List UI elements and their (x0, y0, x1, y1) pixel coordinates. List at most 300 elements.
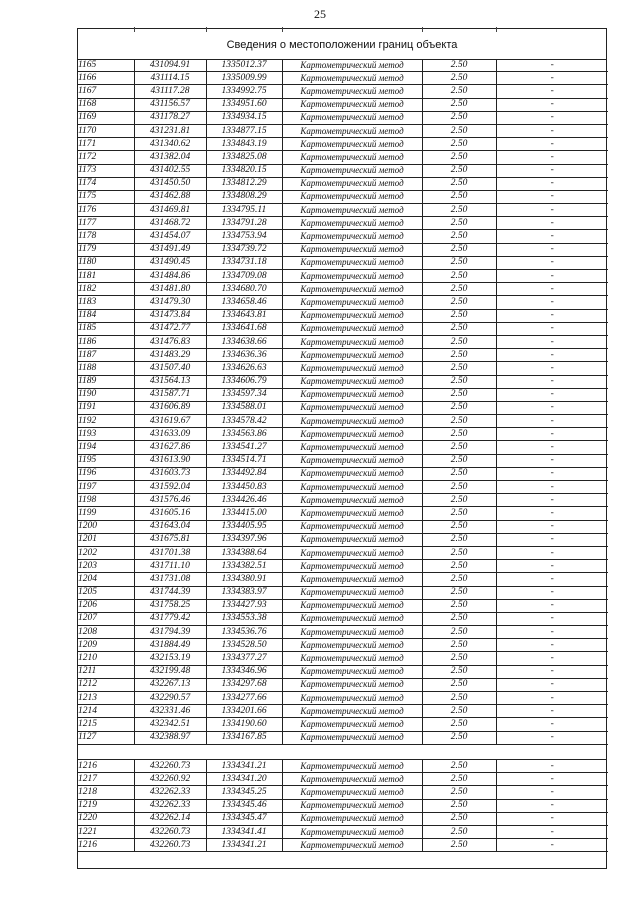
description-cell: - (496, 72, 608, 85)
accuracy-cell: 2.50 (422, 718, 496, 731)
description-cell: - (496, 599, 608, 612)
description-cell: - (496, 639, 608, 652)
description-cell: - (496, 190, 608, 203)
description-cell: - (496, 546, 608, 559)
method-cell: Картометрический метод (282, 812, 422, 825)
x-coordinate-cell: 431592.04 (134, 481, 206, 494)
y-coordinate-cell: 1335009.99 (206, 72, 282, 85)
description-cell: - (496, 256, 608, 269)
accuracy-cell: 2.50 (422, 309, 496, 322)
point-number-cell: 1218 (78, 786, 134, 799)
point-number-cell: 1179 (78, 243, 134, 256)
y-coordinate-cell: 1334553.38 (206, 612, 282, 625)
x-coordinate-cell: 431402.55 (134, 164, 206, 177)
description-cell: - (496, 375, 608, 388)
description-cell: - (496, 415, 608, 428)
method-cell: Картометрический метод (282, 204, 422, 217)
point-number-cell: 1196 (78, 467, 134, 480)
y-coordinate-cell: 1334380.91 (206, 573, 282, 586)
table-row (78, 718, 608, 731)
accuracy-cell: 2.50 (422, 573, 496, 586)
table-row (78, 467, 608, 480)
description-cell: - (496, 573, 608, 586)
point-number-cell: 1204 (78, 573, 134, 586)
table-row (78, 138, 608, 151)
y-coordinate-cell: 1334709.08 (206, 270, 282, 283)
coordinates-table-block-2 (78, 760, 608, 852)
x-coordinate-cell: 431564.13 (134, 375, 206, 388)
y-coordinate-cell: 1334167.85 (206, 731, 282, 744)
y-coordinate-cell: 1334341.20 (206, 773, 282, 786)
point-number-cell: 1175 (78, 190, 134, 203)
x-coordinate-cell: 431643.04 (134, 520, 206, 533)
accuracy-cell: 2.50 (422, 626, 496, 639)
x-coordinate-cell: 431758.25 (134, 599, 206, 612)
y-coordinate-cell: 1334680.70 (206, 283, 282, 296)
table-row (78, 839, 608, 852)
point-number-cell: 1206 (78, 599, 134, 612)
accuracy-cell: 2.50 (422, 164, 496, 177)
method-cell: Картометрический метод (282, 243, 422, 256)
y-coordinate-cell: 1334812.29 (206, 177, 282, 190)
x-coordinate-cell: 431627.86 (134, 441, 206, 454)
accuracy-cell: 2.50 (422, 59, 496, 72)
description-cell: - (496, 839, 608, 852)
method-cell: Картометрический метод (282, 362, 422, 375)
y-coordinate-cell: 1334877.15 (206, 124, 282, 137)
method-cell: Картометрический метод (282, 494, 422, 507)
y-coordinate-cell: 1334190.60 (206, 718, 282, 731)
x-coordinate-cell: 431587.71 (134, 388, 206, 401)
accuracy-cell: 2.50 (422, 678, 496, 691)
description-cell: - (496, 812, 608, 825)
description-cell: - (496, 217, 608, 230)
method-cell: Картометрический метод (282, 520, 422, 533)
method-cell: Картометрический метод (282, 283, 422, 296)
accuracy-cell: 2.50 (422, 467, 496, 480)
accuracy-cell: 2.50 (422, 612, 496, 625)
point-number-cell: 1202 (78, 546, 134, 559)
method-cell: Картометрический метод (282, 731, 422, 744)
y-coordinate-cell: 1334825.08 (206, 151, 282, 164)
accuracy-cell: 2.50 (422, 190, 496, 203)
x-coordinate-cell: 431603.73 (134, 467, 206, 480)
section-title: Сведения о местоположении границ объекта (78, 29, 606, 60)
point-number-cell: 1194 (78, 441, 134, 454)
y-coordinate-cell: 1334578.42 (206, 415, 282, 428)
description-cell: - (496, 138, 608, 151)
description-cell: - (496, 335, 608, 348)
description-cell: - (496, 388, 608, 401)
point-number-cell: 1173 (78, 164, 134, 177)
x-coordinate-cell: 432260.92 (134, 773, 206, 786)
table-row (78, 401, 608, 414)
description-cell: - (496, 786, 608, 799)
y-coordinate-cell: 1335012.37 (206, 59, 282, 72)
y-coordinate-cell: 1334277.66 (206, 692, 282, 705)
x-coordinate-cell: 431711.10 (134, 560, 206, 573)
method-cell: Картометрический метод (282, 415, 422, 428)
accuracy-cell: 2.50 (422, 560, 496, 573)
accuracy-cell: 2.50 (422, 230, 496, 243)
table-row (78, 812, 608, 825)
accuracy-cell: 2.50 (422, 177, 496, 190)
method-cell: Картометрический метод (282, 151, 422, 164)
x-coordinate-cell: 431340.62 (134, 138, 206, 151)
description-cell: - (496, 243, 608, 256)
method-cell: Картометрический метод (282, 441, 422, 454)
y-coordinate-cell: 1334345.47 (206, 812, 282, 825)
method-cell: Картометрический метод (282, 375, 422, 388)
x-coordinate-cell: 431114.15 (134, 72, 206, 85)
y-coordinate-cell: 1334820.15 (206, 164, 282, 177)
y-coordinate-cell: 1334341.21 (206, 839, 282, 852)
point-number-cell: 1214 (78, 705, 134, 718)
table-row (78, 626, 608, 639)
y-coordinate-cell: 1334626.63 (206, 362, 282, 375)
description-cell: - (496, 59, 608, 72)
method-cell: Картометрический метод (282, 760, 422, 773)
x-coordinate-cell: 432199.48 (134, 665, 206, 678)
description-cell: - (496, 731, 608, 744)
point-number-cell: 1200 (78, 520, 134, 533)
method-cell: Картометрический метод (282, 626, 422, 639)
x-coordinate-cell: 431675.81 (134, 533, 206, 546)
table-row (78, 151, 608, 164)
description-cell: - (496, 718, 608, 731)
point-number-cell: 1221 (78, 825, 134, 838)
table-row (78, 217, 608, 230)
table-row (78, 270, 608, 283)
method-cell: Картометрический метод (282, 98, 422, 111)
accuracy-cell: 2.50 (422, 283, 496, 296)
point-number-cell: 1167 (78, 85, 134, 98)
y-coordinate-cell: 1334791.28 (206, 217, 282, 230)
table-row (78, 599, 608, 612)
accuracy-cell: 2.50 (422, 256, 496, 269)
x-coordinate-cell: 432260.73 (134, 825, 206, 838)
y-coordinate-cell: 1334843.19 (206, 138, 282, 151)
description-cell: - (496, 270, 608, 283)
table-row (78, 731, 608, 744)
x-coordinate-cell: 431481.80 (134, 283, 206, 296)
accuracy-cell: 2.50 (422, 375, 496, 388)
point-number-cell: 1209 (78, 639, 134, 652)
table-row (78, 322, 608, 335)
method-cell: Картометрический метод (282, 124, 422, 137)
point-number-cell: 1127 (78, 731, 134, 744)
spacer-row (78, 745, 606, 760)
method-cell: Картометрический метод (282, 773, 422, 786)
point-number-cell: 1178 (78, 230, 134, 243)
x-coordinate-cell: 431779.42 (134, 612, 206, 625)
table-row (78, 124, 608, 137)
x-coordinate-cell: 431491.49 (134, 243, 206, 256)
point-number-cell: 1201 (78, 533, 134, 546)
x-coordinate-cell: 431479.30 (134, 296, 206, 309)
accuracy-cell: 2.50 (422, 217, 496, 230)
table-row (78, 678, 608, 691)
x-coordinate-cell: 432262.14 (134, 812, 206, 825)
y-coordinate-cell: 1334405.95 (206, 520, 282, 533)
table-row (78, 243, 608, 256)
method-cell: Картометрический метод (282, 652, 422, 665)
x-coordinate-cell: 432260.73 (134, 839, 206, 852)
point-number-cell: 1166 (78, 72, 134, 85)
point-number-cell: 1185 (78, 322, 134, 335)
y-coordinate-cell: 1334992.75 (206, 85, 282, 98)
description-cell: - (496, 586, 608, 599)
table-row (78, 799, 608, 812)
accuracy-cell: 2.50 (422, 296, 496, 309)
table-row (78, 494, 608, 507)
method-cell: Картометрический метод (282, 612, 422, 625)
accuracy-cell: 2.50 (422, 652, 496, 665)
y-coordinate-cell: 1334427.93 (206, 599, 282, 612)
accuracy-cell: 2.50 (422, 825, 496, 838)
description-cell: - (496, 454, 608, 467)
accuracy-cell: 2.50 (422, 388, 496, 401)
x-coordinate-cell: 431382.04 (134, 151, 206, 164)
method-cell: Картометрический метод (282, 507, 422, 520)
x-coordinate-cell: 431619.67 (134, 415, 206, 428)
method-cell: Картометрический метод (282, 799, 422, 812)
point-number-cell: 1191 (78, 401, 134, 414)
point-number-cell: 1210 (78, 652, 134, 665)
description-cell: - (496, 467, 608, 480)
table-row (78, 85, 608, 98)
accuracy-cell: 2.50 (422, 111, 496, 124)
point-number-cell: 1208 (78, 626, 134, 639)
table-row (78, 639, 608, 652)
method-cell: Картометрический метод (282, 230, 422, 243)
y-coordinate-cell: 1334536.76 (206, 626, 282, 639)
point-number-cell: 1212 (78, 678, 134, 691)
accuracy-cell: 2.50 (422, 786, 496, 799)
accuracy-cell: 2.50 (422, 72, 496, 85)
point-number-cell: 1207 (78, 612, 134, 625)
description-cell: - (496, 283, 608, 296)
y-coordinate-cell: 1334377.27 (206, 652, 282, 665)
method-cell: Картометрический метод (282, 599, 422, 612)
point-number-cell: 1172 (78, 151, 134, 164)
accuracy-cell: 2.50 (422, 441, 496, 454)
accuracy-cell: 2.50 (422, 204, 496, 217)
method-cell: Картометрический метод (282, 349, 422, 362)
accuracy-cell: 2.50 (422, 243, 496, 256)
point-number-cell: 1216 (78, 760, 134, 773)
x-coordinate-cell: 432153.19 (134, 652, 206, 665)
method-cell: Картометрический метод (282, 839, 422, 852)
point-number-cell: 1192 (78, 415, 134, 428)
x-coordinate-cell: 432260.73 (134, 760, 206, 773)
method-cell: Картометрический метод (282, 256, 422, 269)
description-cell: - (496, 296, 608, 309)
table-row (78, 388, 608, 401)
accuracy-cell: 2.50 (422, 731, 496, 744)
point-number-cell: 1188 (78, 362, 134, 375)
method-cell: Картометрический метод (282, 164, 422, 177)
point-number-cell: 1183 (78, 296, 134, 309)
description-cell: - (496, 204, 608, 217)
y-coordinate-cell: 1334795.11 (206, 204, 282, 217)
accuracy-cell: 2.50 (422, 415, 496, 428)
description-cell: - (496, 665, 608, 678)
table-row (78, 481, 608, 494)
y-coordinate-cell: 1334415.00 (206, 507, 282, 520)
method-cell: Картометрический метод (282, 665, 422, 678)
description-cell: - (496, 481, 608, 494)
y-coordinate-cell: 1334297.68 (206, 678, 282, 691)
y-coordinate-cell: 1334450.83 (206, 481, 282, 494)
table-row (78, 164, 608, 177)
method-cell: Картометрический метод (282, 481, 422, 494)
description-cell: - (496, 626, 608, 639)
accuracy-cell: 2.50 (422, 692, 496, 705)
method-cell: Картометрический метод (282, 296, 422, 309)
table-row (78, 533, 608, 546)
table-row (78, 560, 608, 573)
accuracy-cell: 2.50 (422, 349, 496, 362)
accuracy-cell: 2.50 (422, 586, 496, 599)
y-coordinate-cell: 1334934.15 (206, 111, 282, 124)
accuracy-cell: 2.50 (422, 494, 496, 507)
accuracy-cell: 2.50 (422, 481, 496, 494)
x-coordinate-cell: 431633.09 (134, 428, 206, 441)
method-cell: Картометрический метод (282, 388, 422, 401)
table-row (78, 204, 608, 217)
x-coordinate-cell: 432267.13 (134, 678, 206, 691)
point-number-cell: 1180 (78, 256, 134, 269)
method-cell: Картометрический метод (282, 217, 422, 230)
table-row (78, 296, 608, 309)
y-coordinate-cell: 1334588.01 (206, 401, 282, 414)
point-number-cell: 1205 (78, 586, 134, 599)
y-coordinate-cell: 1334346.96 (206, 665, 282, 678)
method-cell: Картометрический метод (282, 138, 422, 151)
point-number-cell: 1216 (78, 839, 134, 852)
method-cell: Картометрический метод (282, 546, 422, 559)
table-row (78, 190, 608, 203)
description-cell: - (496, 164, 608, 177)
point-number-cell: 1176 (78, 204, 134, 217)
table-row (78, 586, 608, 599)
description-cell: - (496, 98, 608, 111)
description-cell: - (496, 177, 608, 190)
x-coordinate-cell: 431472.77 (134, 322, 206, 335)
y-coordinate-cell: 1334383.97 (206, 586, 282, 599)
method-cell: Картометрический метод (282, 335, 422, 348)
accuracy-cell: 2.50 (422, 124, 496, 137)
table-row (78, 98, 608, 111)
x-coordinate-cell: 431462.88 (134, 190, 206, 203)
y-coordinate-cell: 1334341.41 (206, 825, 282, 838)
table-row (78, 705, 608, 718)
point-number-cell: 1174 (78, 177, 134, 190)
x-coordinate-cell: 431701.38 (134, 546, 206, 559)
description-cell: - (496, 560, 608, 573)
x-coordinate-cell: 431450.50 (134, 177, 206, 190)
accuracy-cell: 2.50 (422, 812, 496, 825)
y-coordinate-cell: 1334345.25 (206, 786, 282, 799)
accuracy-cell: 2.50 (422, 151, 496, 164)
method-cell: Картометрический метод (282, 639, 422, 652)
accuracy-cell: 2.50 (422, 773, 496, 786)
y-coordinate-cell: 1334388.64 (206, 546, 282, 559)
table-row (78, 309, 608, 322)
x-coordinate-cell: 431576.46 (134, 494, 206, 507)
y-coordinate-cell: 1334382.51 (206, 560, 282, 573)
point-number-cell: 1213 (78, 692, 134, 705)
table-row (78, 612, 608, 625)
point-number-cell: 1189 (78, 375, 134, 388)
point-number-cell: 1203 (78, 560, 134, 573)
table-row (78, 786, 608, 799)
description-cell: - (496, 322, 608, 335)
description-cell: - (496, 428, 608, 441)
x-coordinate-cell: 431473.84 (134, 309, 206, 322)
method-cell: Картометрический метод (282, 705, 422, 718)
accuracy-cell: 2.50 (422, 362, 496, 375)
x-coordinate-cell: 431454.07 (134, 230, 206, 243)
point-number-cell: 1165 (78, 59, 134, 72)
table-row (78, 692, 608, 705)
accuracy-cell: 2.50 (422, 599, 496, 612)
method-cell: Картометрический метод (282, 786, 422, 799)
method-cell: Картометрический метод (282, 560, 422, 573)
table-row (78, 652, 608, 665)
table-row (78, 256, 608, 269)
description-cell: - (496, 151, 608, 164)
accuracy-cell: 2.50 (422, 639, 496, 652)
x-coordinate-cell: 431605.16 (134, 507, 206, 520)
y-coordinate-cell: 1334636.36 (206, 349, 282, 362)
y-coordinate-cell: 1334731.18 (206, 256, 282, 269)
accuracy-cell: 2.50 (422, 335, 496, 348)
point-number-cell: 1170 (78, 124, 134, 137)
x-coordinate-cell: 431613.90 (134, 454, 206, 467)
y-coordinate-cell: 1334808.29 (206, 190, 282, 203)
accuracy-cell: 2.50 (422, 705, 496, 718)
description-cell: - (496, 494, 608, 507)
x-coordinate-cell: 431483.29 (134, 349, 206, 362)
y-coordinate-cell: 1334514.71 (206, 454, 282, 467)
point-number-cell: 1193 (78, 428, 134, 441)
accuracy-cell: 2.50 (422, 454, 496, 467)
y-coordinate-cell: 1334739.72 (206, 243, 282, 256)
description-cell: - (496, 349, 608, 362)
y-coordinate-cell: 1334563.86 (206, 428, 282, 441)
y-coordinate-cell: 1334753.94 (206, 230, 282, 243)
x-coordinate-cell: 432388.97 (134, 731, 206, 744)
accuracy-cell: 2.50 (422, 665, 496, 678)
y-coordinate-cell: 1334201.66 (206, 705, 282, 718)
method-cell: Картометрический метод (282, 401, 422, 414)
method-cell: Картометрический метод (282, 309, 422, 322)
y-coordinate-cell: 1334426.46 (206, 494, 282, 507)
method-cell: Картометрический метод (282, 573, 422, 586)
y-coordinate-cell: 1334638.66 (206, 335, 282, 348)
description-cell: - (496, 692, 608, 705)
y-coordinate-cell: 1334541.27 (206, 441, 282, 454)
x-coordinate-cell: 432262.33 (134, 786, 206, 799)
x-coordinate-cell: 432290.57 (134, 692, 206, 705)
y-coordinate-cell: 1334597.34 (206, 388, 282, 401)
accuracy-cell: 2.50 (422, 270, 496, 283)
method-cell: Картометрический метод (282, 678, 422, 691)
table-row (78, 230, 608, 243)
accuracy-cell: 2.50 (422, 760, 496, 773)
